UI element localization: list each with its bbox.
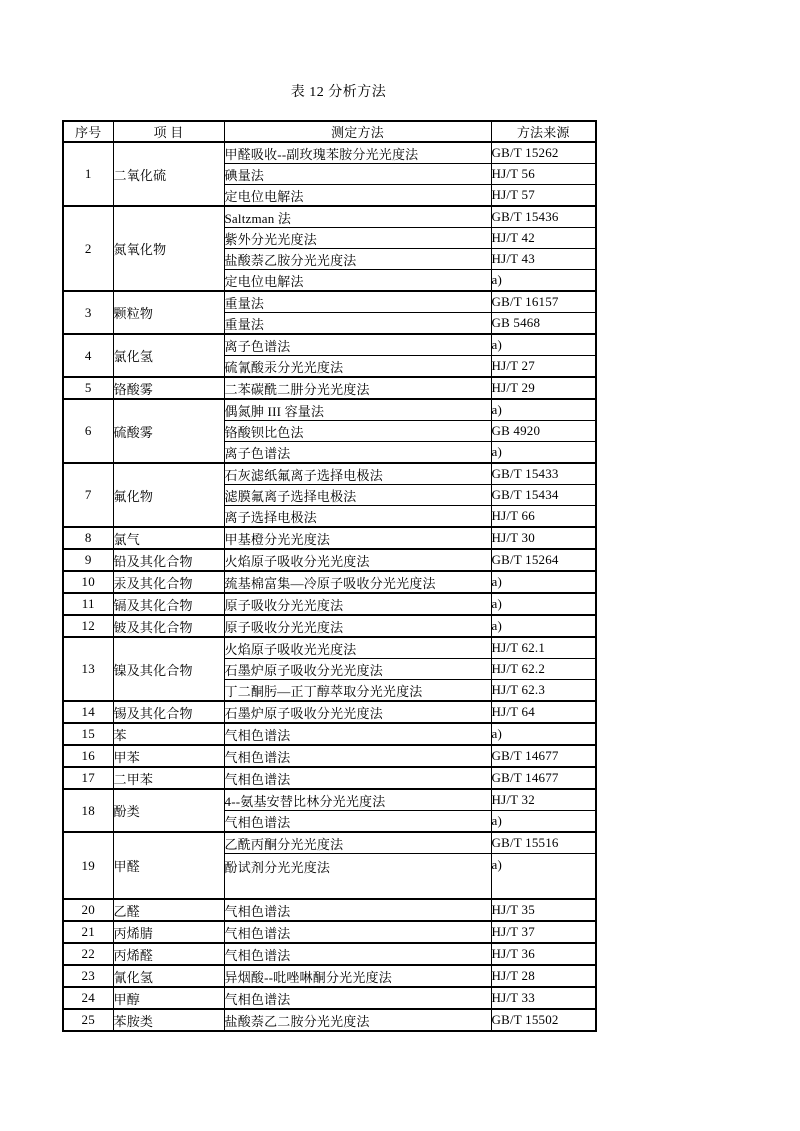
header-cell-source: 方法来源: [491, 121, 596, 142]
source-cell: HJ/T 64: [491, 701, 596, 723]
table-row: [63, 399, 596, 421]
table-row: [63, 571, 596, 593]
table-row: [63, 1009, 596, 1031]
method-cell: 气相色谱法: [224, 921, 491, 943]
row-number-cell: 8: [63, 527, 113, 549]
table-row: [63, 987, 596, 1009]
method-cell: 4--氨基安替比林分光光度法: [224, 789, 491, 811]
row-number-cell: 11: [63, 593, 113, 615]
item-cell: 氰化氢: [113, 965, 224, 987]
header-row: [63, 121, 596, 142]
source-cell: HJ/T 57: [491, 185, 596, 207]
item-cell: 二甲苯: [113, 767, 224, 789]
source-cell: HJ/T 35: [491, 899, 596, 921]
table-row: [63, 377, 596, 399]
row-number-cell: 17: [63, 767, 113, 789]
header-cell-item: 项 目: [113, 121, 224, 142]
row-number-cell: 2: [63, 206, 113, 291]
source-cell: GB/T 15262: [491, 142, 596, 164]
method-cell: Saltzman 法: [224, 206, 491, 228]
source-cell: GB/T 15434: [491, 485, 596, 506]
table-row: [63, 943, 596, 965]
row-number-cell: 1: [63, 142, 113, 206]
method-cell: 离子色谱法: [224, 334, 491, 356]
item-cell: 甲醛: [113, 832, 224, 899]
source-cell: a): [491, 334, 596, 356]
row-number-cell: 9: [63, 549, 113, 571]
source-cell: HJ/T 30: [491, 527, 596, 549]
source-cell: GB/T 16157: [491, 291, 596, 313]
table-row: [63, 142, 596, 164]
method-cell: 气相色谱法: [224, 767, 491, 789]
table-row: [63, 334, 596, 356]
item-cell: 铍及其化合物: [113, 615, 224, 637]
source-cell: HJ/T 36: [491, 943, 596, 965]
item-cell: 硫酸雾: [113, 399, 224, 463]
table-row: [63, 965, 596, 987]
method-cell: 定电位电解法: [224, 270, 491, 292]
row-number-cell: 6: [63, 399, 113, 463]
item-cell: 镉及其化合物: [113, 593, 224, 615]
method-cell: 离子色谱法: [224, 442, 491, 464]
header-cell-number: 序号: [63, 121, 113, 142]
method-cell: 酚试剂分光光度法: [224, 854, 491, 900]
item-cell: 颗粒物: [113, 291, 224, 334]
method-cell: 铬酸钡比色法: [224, 421, 491, 442]
row-number-cell: 18: [63, 789, 113, 832]
source-cell: a): [491, 442, 596, 464]
source-cell: GB 5468: [491, 313, 596, 335]
method-cell: 巯基棉富集—冷原子吸收分光光度法: [224, 571, 491, 593]
table-row: [63, 723, 596, 745]
method-cell: 气相色谱法: [224, 723, 491, 745]
source-cell: GB/T 14677: [491, 767, 596, 789]
row-number-cell: 14: [63, 701, 113, 723]
method-cell: 石墨炉原子吸收分光光度法: [224, 659, 491, 680]
item-cell: 甲醇: [113, 987, 224, 1009]
row-number-cell: 23: [63, 965, 113, 987]
row-number-cell: 21: [63, 921, 113, 943]
source-cell: a): [491, 854, 596, 900]
method-cell: 原子吸收分光光度法: [224, 593, 491, 615]
source-cell: HJ/T 66: [491, 506, 596, 528]
method-cell: 离子选择电极法: [224, 506, 491, 528]
table-caption: 表 12 分析方法: [290, 85, 387, 100]
row-number-cell: 3: [63, 291, 113, 334]
item-cell: 镍及其化合物: [113, 637, 224, 701]
table-row: [63, 921, 596, 943]
row-number-cell: 24: [63, 987, 113, 1009]
method-cell: 重量法: [224, 313, 491, 335]
row-number-cell: 19: [63, 832, 113, 899]
method-cell: 气相色谱法: [224, 899, 491, 921]
source-cell: a): [491, 399, 596, 421]
source-cell: HJ/T 33: [491, 987, 596, 1009]
source-cell: GB/T 15502: [491, 1009, 596, 1031]
analysis-table-body: [63, 142, 596, 1031]
source-cell: HJ/T 62.1: [491, 637, 596, 659]
source-cell: GB/T 15516: [491, 832, 596, 854]
method-cell: 甲基橙分光光度法: [224, 527, 491, 549]
method-cell: 气相色谱法: [224, 745, 491, 767]
method-cell: 火焰原子吸收分光光度法: [224, 549, 491, 571]
source-cell: HJ/T 28: [491, 965, 596, 987]
table-row: [63, 549, 596, 571]
item-cell: 氟化物: [113, 463, 224, 527]
source-cell: a): [491, 615, 596, 637]
method-cell: 气相色谱法: [224, 987, 491, 1009]
source-cell: HJ/T 42: [491, 228, 596, 249]
table-row: [63, 206, 596, 228]
source-cell: HJ/T 62.2: [491, 659, 596, 680]
source-cell: GB/T 15433: [491, 463, 596, 485]
method-cell: 二苯碳酰二肼分光光度法: [224, 377, 491, 399]
method-cell: 甲醛吸收--副玫瑰苯胺分光光度法: [224, 142, 491, 164]
item-cell: 丙烯醛: [113, 943, 224, 965]
source-cell: HJ/T 62.3: [491, 680, 596, 702]
source-cell: GB/T 15436: [491, 206, 596, 228]
item-cell: 乙醛: [113, 899, 224, 921]
item-cell: 氮氧化物: [113, 206, 224, 291]
item-cell: 铅及其化合物: [113, 549, 224, 571]
source-cell: GB 4920: [491, 421, 596, 442]
row-number-cell: 13: [63, 637, 113, 701]
method-cell: 气相色谱法: [224, 811, 491, 833]
source-cell: a): [491, 571, 596, 593]
item-cell: 氯气: [113, 527, 224, 549]
item-cell: 苯: [113, 723, 224, 745]
row-number-cell: 10: [63, 571, 113, 593]
method-cell: 乙酰丙酮分光光度法: [224, 832, 491, 854]
source-cell: GB/T 14677: [491, 745, 596, 767]
row-number-cell: 25: [63, 1009, 113, 1031]
source-cell: HJ/T 56: [491, 164, 596, 185]
table-row: [63, 291, 596, 313]
row-number-cell: 20: [63, 899, 113, 921]
source-cell: a): [491, 811, 596, 833]
source-cell: HJ/T 27: [491, 356, 596, 378]
table-row: [63, 637, 596, 659]
row-number-cell: 16: [63, 745, 113, 767]
method-cell: 石灰滤纸氟离子选择电极法: [224, 463, 491, 485]
row-number-cell: 22: [63, 943, 113, 965]
item-cell: 二氧化硫: [113, 142, 224, 206]
source-cell: a): [491, 270, 596, 292]
source-cell: HJ/T 37: [491, 921, 596, 943]
source-cell: a): [491, 723, 596, 745]
method-cell: 滤膜氟离子选择电极法: [224, 485, 491, 506]
table-row: [63, 593, 596, 615]
item-cell: 酚类: [113, 789, 224, 832]
item-cell: 汞及其化合物: [113, 571, 224, 593]
method-cell: 原子吸收分光光度法: [224, 615, 491, 637]
table-row: [63, 745, 596, 767]
row-number-cell: 4: [63, 334, 113, 377]
method-cell: 气相色谱法: [224, 943, 491, 965]
source-cell: GB/T 15264: [491, 549, 596, 571]
method-cell: 紫外分光光度法: [224, 228, 491, 249]
table-row: [63, 899, 596, 921]
table-row: [63, 832, 596, 854]
row-number-cell: 5: [63, 377, 113, 399]
table-row: [63, 789, 596, 811]
method-cell: 盐酸萘乙二胺分光光度法: [224, 1009, 491, 1031]
method-cell: 硫氰酸汞分光光度法: [224, 356, 491, 378]
table-row: [63, 527, 596, 549]
method-cell: 异烟酸--吡唑啉酮分光光度法: [224, 965, 491, 987]
item-cell: 丙烯腈: [113, 921, 224, 943]
analysis-methods-table: [62, 120, 597, 1032]
method-cell: 定电位电解法: [224, 185, 491, 207]
item-cell: 苯胺类: [113, 1009, 224, 1031]
header-cell-method: 测定方法: [224, 121, 491, 142]
table-row: [63, 701, 596, 723]
method-cell: 碘量法: [224, 164, 491, 185]
method-cell: 偶氮胂 III 容量法: [224, 399, 491, 421]
table-row: [63, 615, 596, 637]
table-row: [63, 463, 596, 485]
method-cell: 重量法: [224, 291, 491, 313]
source-cell: HJ/T 43: [491, 249, 596, 270]
method-cell: 石墨炉原子吸收分光光度法: [224, 701, 491, 723]
source-cell: a): [491, 593, 596, 615]
item-cell: 氯化氢: [113, 334, 224, 377]
method-cell: 盐酸萘乙胺分光光度法: [224, 249, 491, 270]
table-row: [63, 767, 596, 789]
item-cell: 铬酸雾: [113, 377, 224, 399]
source-cell: HJ/T 29: [491, 377, 596, 399]
method-cell: 火焰原子吸收光光度法: [224, 637, 491, 659]
row-number-cell: 15: [63, 723, 113, 745]
row-number-cell: 7: [63, 463, 113, 527]
item-cell: 锡及其化合物: [113, 701, 224, 723]
item-cell: 甲苯: [113, 745, 224, 767]
row-number-cell: 12: [63, 615, 113, 637]
source-cell: HJ/T 32: [491, 789, 596, 811]
method-cell: 丁二酮肟—正丁醇萃取分光光度法: [224, 680, 491, 702]
